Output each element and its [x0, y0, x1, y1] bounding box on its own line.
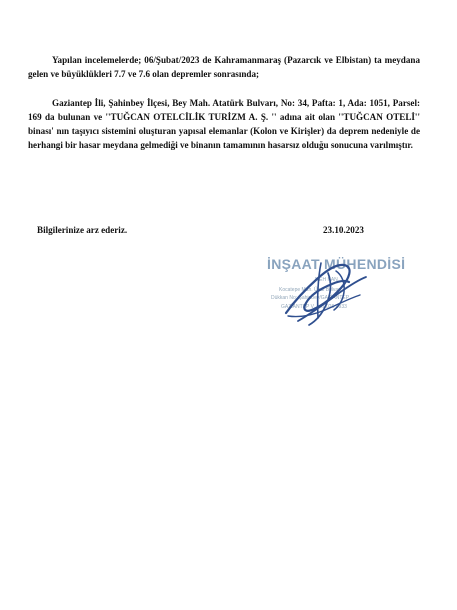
stamp-line-3: Dükkan No: Şahinbey/GAZİANTEP: [271, 295, 350, 301]
stamp-title: İNŞAAT MÜHENDİSİ: [267, 256, 406, 272]
stamp-line-2: Kocatepe Mah. Ünal Bulvarı: [279, 287, 342, 293]
document-date: 23.10.2023: [323, 225, 364, 235]
stamp-line-4: GAZİANTEP V. 441 026 0933: [281, 304, 347, 310]
paragraph-2: Gaziantep İli, Şahinbey İlçesi, Bey Mah. Atatürk Bulvarı, No: 34, Pafta: 1, Ada: 1051, Parsel: 169 da bulunan ve ''TUĞCAN OTELCİLİK TURİZM A. Ş. '' adına ait olan ''TUĞCAN OTELİ'' binası' nın taşıyıcı sistemini oluşturan yapısal elemanlar (Kolon ve Kirişler) da deprem nedeniyle de herhangi bir hasar meydana gelmediği ve binanın tamamının hasarsız olduğu sonucuna varılmıştır.: [28, 98, 420, 150]
paragraph-1: Yapılan incelemelerde; 06/Şubat/2023 de Kahramanmaraş (Pazarcık ve Elbistan) ta meydana gelen ve büyüklükleri 7.7 ve 7.6 olan depremler sonrasında;: [28, 55, 420, 79]
stamp-line-1: MEH KAN: [315, 277, 338, 283]
closing-text: Bilgilerinize arz ederiz.: [37, 225, 128, 235]
handwritten-signature-icon: [278, 255, 374, 331]
